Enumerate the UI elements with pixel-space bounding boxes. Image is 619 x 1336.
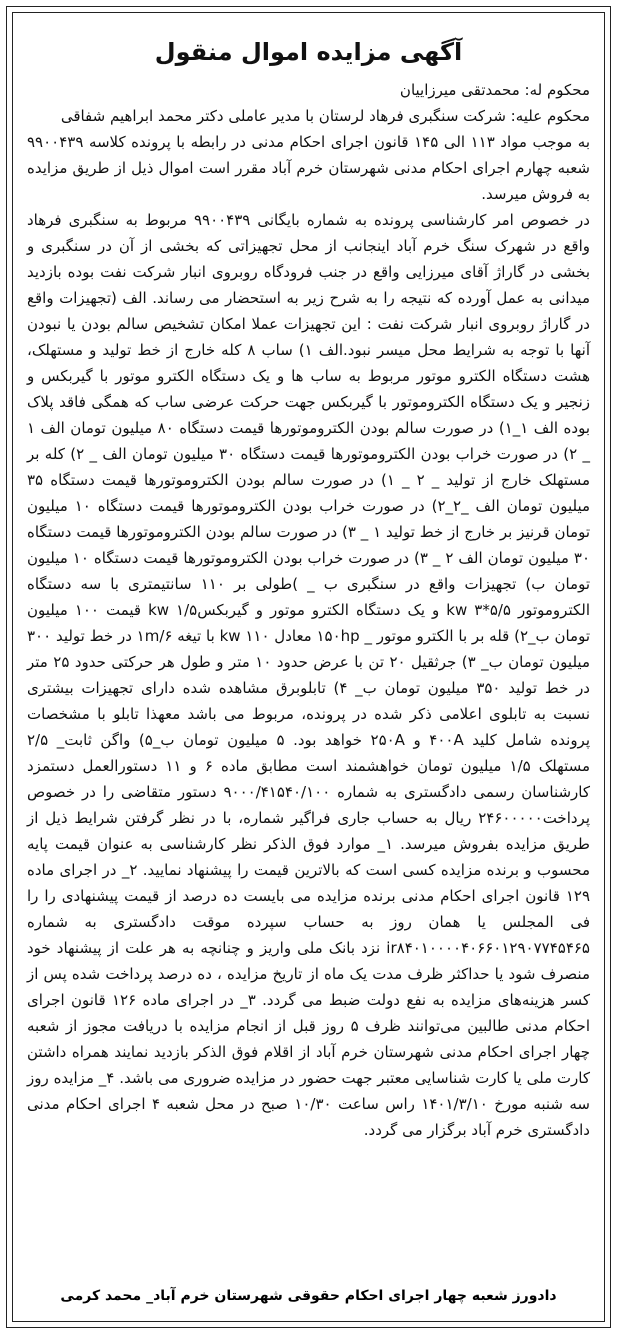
signature-line: دادورز شعبه چهار اجرای احکام حقوقی شهرستان خرم آباد_ محمد کرمی <box>60 1288 557 1304</box>
notice-frame <box>6 6 611 1328</box>
notice-title: آگهی مزایده اموال منقول <box>154 38 463 66</box>
intro-paragraph: به موجب مواد ۱۱۳ الی ۱۴۵ قانون اجرای احکام مدنی در رابطه با پرونده کلاسه ۹۹۰۰۴۳۹ شعبه چهارم اجرای احکام مدنی شهرستان خرم آباد مقرر است اموال ذیل از طریق مزایده به فروش میرسد. <box>27 133 590 203</box>
defendant-line: محکوم علیه: شرکت سنگبری فرهاد لرستان با مدیر عاملی دکتر محمد ابراهیم شفاقی <box>60 107 590 125</box>
notice-content <box>13 13 604 1143</box>
plaintiff-line: محکوم له: محمدتقی میرزاییان <box>399 81 590 99</box>
details-paragraph: در خصوص امر کارشناسی پرونده به شماره بایگانی ۹۹۰۰۴۳۹ مربوط به سنگبری فرهاد واقع در شهرک سنگ خرم آباد اینجانب از محل تجهیزاتی که بخشی از آن در سنگبری و بخشی در گاراژ آقای میرزایی واقع در جنب فرودگاه روبروی انبار شرکت نفت بوده بازدید میدانی به عمل آورده که نتیجه را به شرح زیر به استحضار می رساند. الف (تجهیزات واقع در گاراژ روبروی انبار شرکت نفت : این تجهیزات عملا امکان تشخیص سالم بودن یا نبودن آنها با توجه به شرایط محل میسر نبود.الف ۱) ساب ۸ کله خارج از خط تولید و مستهلک، هشت دستگاه الکترو موتور مربوط به ساب ها و یک دستگاه الکترو موتور با گیربکس و زنجیر و یک دستگاه الکتروموتور با گیربکس جهت حرکت عرضی ساب که همگی فاقد پلاک بوده الف ۱_۱) در صورت سالم بودن الکتروموتورها قیمت دستگاه ۸۰ میلیون تومان الف ۱ _ ۲) در صورت خراب بودن الکتروموتورها قیمت دستگاه ۳۰ میلیون تومان الف _ ۲) کله بر مستهلک خارج از تولید _ ۲ _ ۱) در صورت سالم بودن الکتروموتورها قیمت دستگاه ۳۵ میلیون تومان الف _۲_۲) در صورت خراب بودن الکتروموتورها قیمت دستگاه ۱۰ میلیون تومان قرنیز بر خارج از خط تولید ۱ _ ۳) در صورت سالم بودن الکتروموتورها قیمت دستگاه ۳۰ میلیون تومان الف ۲ _ ۳) در صورت خراب بودن الکتروموتورها قیمت دستگاه ۱۰ میلیون تومان ب) تجهیزات واقع در سنگبری ب _ )طولی بر ۱۱۰ سانتیمتری با سه دستگاه الکتروموتور ۵/۵*۳ kw و یک دستگاه الکترو موتور و گیربکس۱/۵ kw قیمت ۱۰۰ میلیون تومان ب_۲) قله بر با الکترو موتور _ ۱۵۰hp معادل ۱۱۰ kw با تیغه ۱m/۶ در خط تولید ۳۰۰ میلیون تومان ب_ ۳) جرثقیل ۲۰ تن با عرض حدود ۱۰ متر و طول هر حرکتی حدود ۲۵ متر در خط تولید ۳۵۰ میلیون تومان ب_ ۴) تابلوبرق مشاهده شده دارای تجهیزات بیشتری نسبت به تابلوی اعلامی ذکر شده در پرونده، مربوط می باشد معهذا تابلو با مشخصات پرونده شامل کلید ۴۰۰A و ۲۵۰A خواهد بود. ۵ میلیون تومان ب_۵) واگن ثابت_ ۲/۵ مستهلک ۱/۵ میلیون تومان خواهشمند است مطابق ماده ۶ و ۱۱ دستورالعمل دستمزد کارشناسان رسمی دادگستری به شماره ۹۰۰۰/۴۱۵۴۰/۱۰۰ دستور متقاضی را در خصوص پرداخت۲۴۶۰۰۰۰۰ ریال به حساب جاری فراگیر شماره، با در نظر گرفتن شرایط ذیل از طریق مزایده بفروش میرسد. ۱_ موارد فوق الذکر نظر کارشناسی به عنوان قیمت پایه محسوب و برنده مزایده کسی است که بالاترین قیمت را پیشنهاد نمایید. ۲_ در اجرای ماده ۱۲۹ قانون اجرای احکام مدنی برنده مزایده می بایست ده درصد از قیمت پیشنهادی را را فی المجلس یا همان روز به حساب سپرده موقت دادگستری به شماره ir۸۴۰۱۰۰۰۰۴۰۶۶۰۱۲۹۰۷۷۴۵۴۶۵ نزد بانک ملی واریز و چنانچه به هر علت از پیشنهاد خود منصرف شود یا حداکثر ظرف مدت یک ماه از تاریخ مزایده ، ده درصد پرداخت شده پس از کسر هزینه‌های مزایده به نفع دولت ضبط می گردد. ۳_ در اجرای ماده ۱۲۶ قانون اجرای احکام مدنی طالبین می‌توانند ظرف ۵ روز قبل از انجام مزایده با دریافت مجوز از شعبه چهار اجرای احکام مدنی شهرستان خرم آباد از اقلام فوق الذکر بازدید نمایند همراه داشتن کارت ملی یا کارت شناسایی معتبر جهت حضور در مزایده ضروری می باشد. ۴_ مزایده روز سه شنبه مورخ ۱۴۰۱/۳/۱۰ راس ساعت ۱۰/۳۰ صبح در محل شعبه ۴ اجرای احکام مدنی دادگستری خرم آباد برگزار می گردد. <box>27 211 591 1139</box>
notice-frame-inner <box>12 12 605 1322</box>
